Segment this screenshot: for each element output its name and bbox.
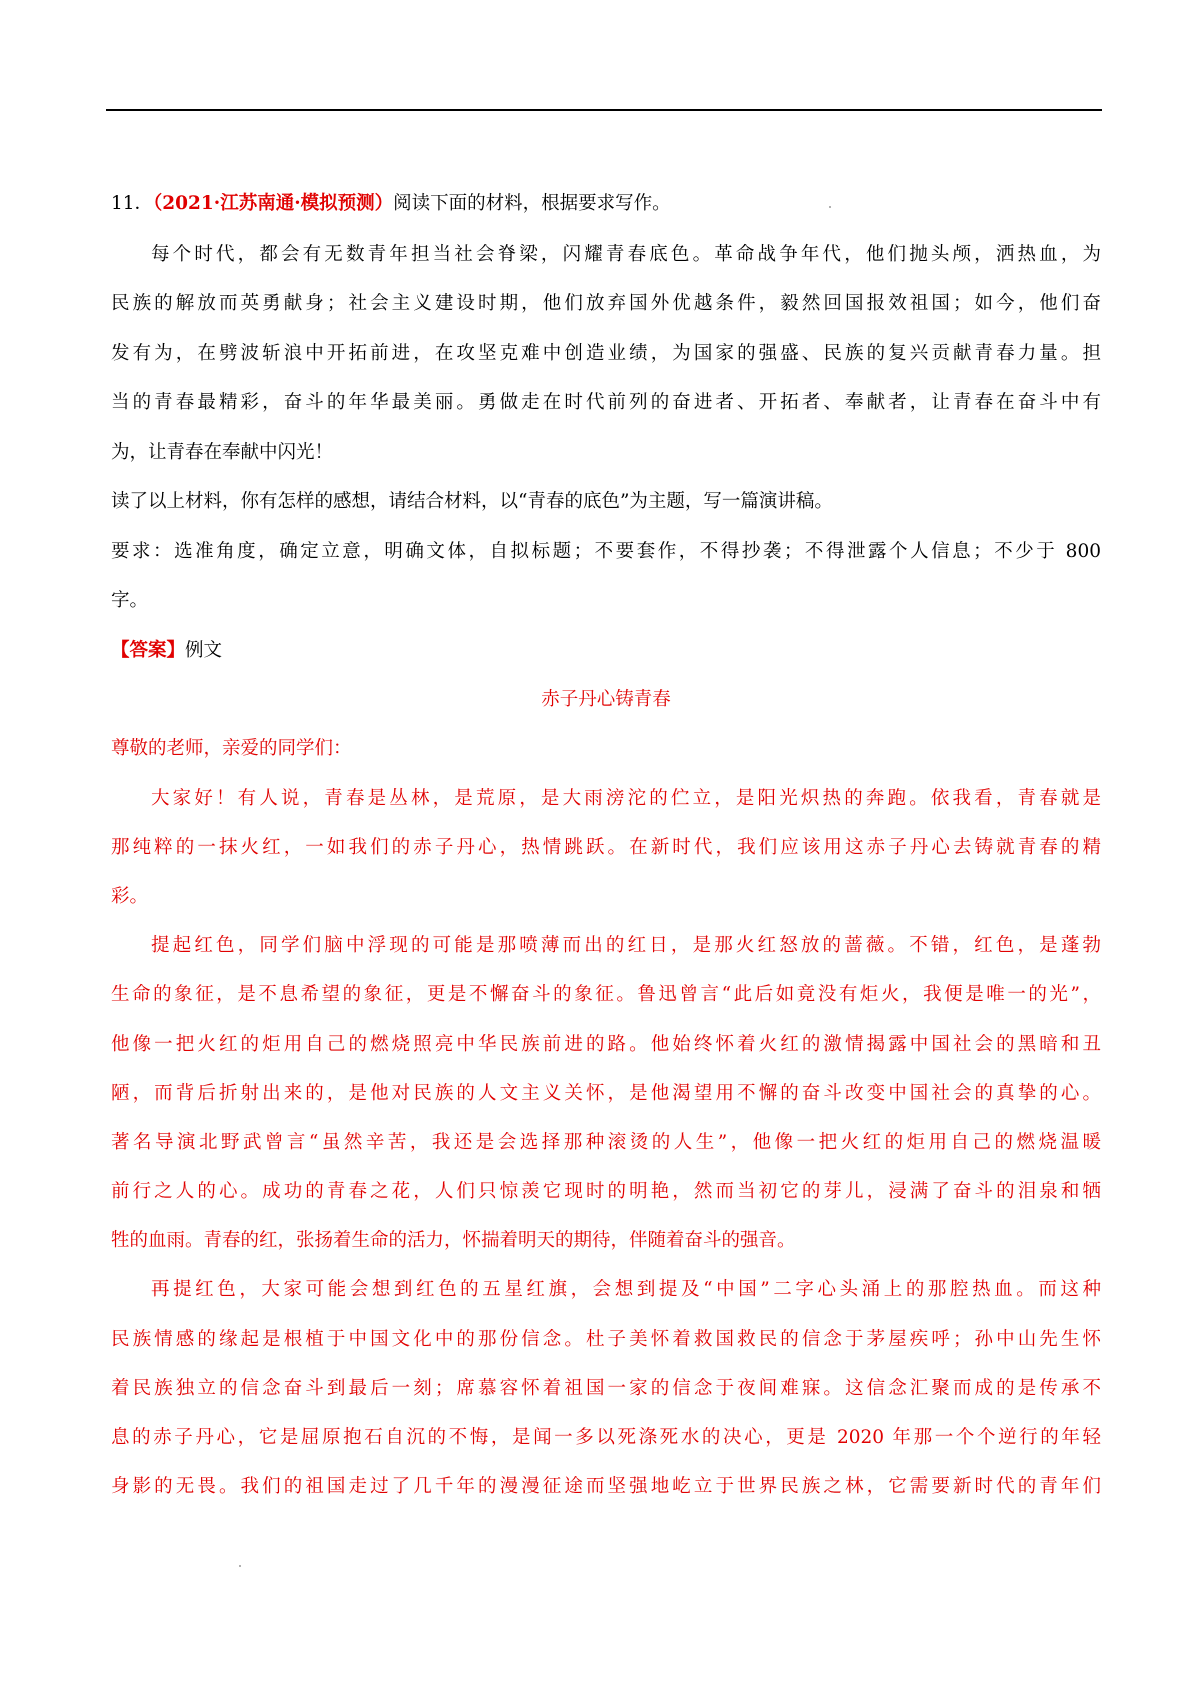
essay-line: 牲的血雨。青春的红，张扬着生命的活力，怀揣着明天的期待，伴随着奋斗的强音。 bbox=[111, 1230, 796, 1251]
essay-line: 彩。 bbox=[111, 886, 149, 907]
essay-line: 前行之人的心。成功的青春之花，人们只惊羡它现时的明艳，然而当初它的芽儿，浸满了奋斗的泪泉和牺 bbox=[111, 1181, 1101, 1202]
essay-line: 再提红色，大家可能会想到红色的五星红旗，会想到提及“中国”二字心头涌上的那腔热血。而这种 bbox=[151, 1279, 1101, 1300]
essay-line: 息的赤子丹心，它是屈原抱石自沉的不悔，是闻一多以死涤死水的决心，更是 2020 年那一个个逆行的年轻 bbox=[111, 1427, 1101, 1448]
essay-line: 陋，而背后折射出来的，是他对民族的人文主义关怀，是他渴望用不懈的奋斗改变中国社会的真挚的心。 bbox=[111, 1083, 1101, 1104]
requirements-line: 字。 bbox=[111, 590, 149, 611]
requirements-line: 要求：选准角度，确定立意，明确文体，自拟标题；不要套作，不得抄袭；不得泄露个人信息；不少于 800 bbox=[111, 541, 1101, 562]
writing-prompt: 读了以上材料，你有怎样的感想，请结合材料，以“青春的底色”为主题，写一篇演讲稿。 bbox=[111, 491, 833, 512]
essay-line: 提起红色，同学们脑中浮现的可能是那喷薄而出的红日，是那火红怒放的蔷薇。不错，红色，是蓬勃 bbox=[151, 935, 1101, 956]
question-source: （2021·江苏南通·模拟预测） bbox=[153, 193, 394, 214]
material-line: 发有为，在劈波斩浪中开拓前进，在攻坚克难中创造业绩，为国家的强盛、民族的复兴贡献青春力量。担 bbox=[111, 343, 1101, 364]
material-line: 为，让青春在奉献中闪光！ bbox=[111, 442, 334, 463]
essay-line: 那纯粹的一抹火红，一如我们的赤子丹心，热情跳跃。在新时代，我们应该用这赤子丹心去铸就青春的精 bbox=[111, 837, 1101, 858]
essay-line: 民族情感的缘起是根植于中国文化中的那份信念。杜子美怀着救国救民的信念于茅屋疾呼；孙中山先生怀 bbox=[111, 1329, 1101, 1350]
question-number: 11． bbox=[111, 193, 154, 214]
header-rule bbox=[106, 109, 1102, 111]
essay-line: 著名导演北野武曾言“虽然辛苦，我还是会选择那种滚烫的人生”，他像一把火红的炬用自己的燃烧温暖 bbox=[111, 1132, 1101, 1153]
material-line: 每个时代，都会有无数青年担当社会脊梁，闪耀青春底色。革命战争年代，他们抛头颅，洒热血，为 bbox=[151, 244, 1101, 265]
essay-line: 着民族独立的信念奋斗到最后一刻；席慕容怀着祖国一家的信念于夜间难寐。这信念汇聚而成的是传承不 bbox=[111, 1378, 1101, 1399]
speck bbox=[829, 206, 831, 208]
answer-heading bbox=[111, 638, 222, 664]
answer-type: 例文 bbox=[185, 640, 223, 661]
question-line bbox=[111, 191, 671, 217]
question-instruction: 阅读下面的材料，根据要求写作。 bbox=[393, 193, 671, 214]
answer-label: 【答案】 bbox=[111, 640, 186, 661]
material-line: 当的青春最精彩，奋斗的年华最美丽。勇做走在时代前列的奋进者、开拓者、奉献者，让青春在奋斗中有 bbox=[111, 392, 1101, 413]
essay-line: 生命的象征，是不息希望的象征，更是不懈奋斗的象征。鲁迅曾言“此后如竟没有炬火，我便是唯一的光”， bbox=[111, 984, 1101, 1005]
essay-line: 大家好！有人说，青春是丛林，是荒原，是大雨滂沱的伫立，是阳光炽热的奔跑。依我看，青春就是 bbox=[151, 788, 1101, 809]
speck bbox=[239, 1565, 241, 1567]
essay-greeting: 尊敬的老师，亲爱的同学们： bbox=[111, 738, 352, 759]
essay-line: 他像一把火红的炬用自己的燃烧照亮中华民族前进的路。他始终怀着火红的激情揭露中国社会的黑暗和丑 bbox=[111, 1034, 1101, 1055]
material-line: 民族的解放而英勇献身；社会主义建设时期，他们放弃国外优越条件，毅然回国报效祖国；如今，他们奋 bbox=[111, 293, 1101, 314]
essay-line: 身影的无畏。我们的祖国走过了几千年的漫漫征途而坚强地屹立于世界民族之林，它需要新时代的青年们 bbox=[111, 1476, 1101, 1497]
essay-title: 赤子丹心铸青春 bbox=[541, 689, 671, 710]
